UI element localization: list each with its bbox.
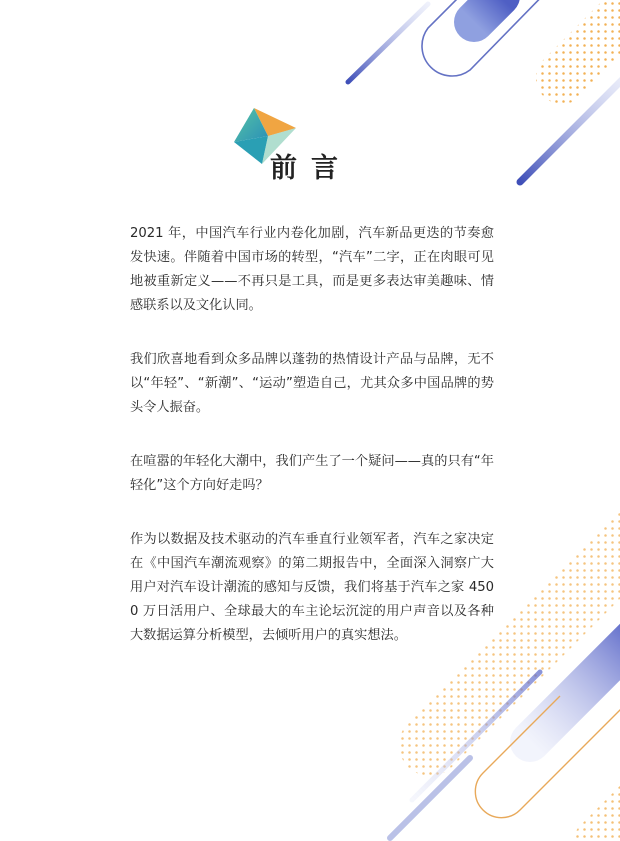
body-text — [130, 222, 494, 678]
paragraph-2: 我们欣喜地看到众多品牌以蓬勃的热情设计产品与品牌，无不以“年轻”、“新潮”、“运动”塑造自己，尤其众多中国品牌的势头令人振奋。 — [130, 352, 494, 415]
deco-dotted-pill — [562, 0, 620, 78]
paragraph-1: 2021 年，中国汽车行业内卷化加剧，汽车新品更迭的节奏愈发快速。伴随着中国市场的转型，“汽车”二字，正在肉眼可见地被重新定义——不再只是工具，而是更多表达审美趣味、情感联系以及文化认同。 — [130, 226, 494, 313]
paragraph-4: 作为以数据及技术驱动的汽车垂直行业领军者，汽车之家决定在《中国汽车潮流观察》的第二期报告中，全面深入洞察广大用户对汽车设计潮流的感知与反馈，我们将基于汽车之家 4500 万日活用户、全球最大的车主论坛沉淀的用户声音以及各种大数据运算分析模型，去倾听用户的真实想法。 — [130, 532, 494, 643]
deco-blue-pill — [474, 0, 500, 22]
page-title: 前言 — [270, 153, 352, 184]
page-heading — [232, 106, 372, 186]
deco-thin-stripe — [348, 4, 428, 82]
deco-dotted-corner — [594, 794, 620, 840]
paragraph-3: 在喧嚣的年轻化大潮中，我们产生了一个疑问——真的只有“年轻化”这个方向好走吗？ — [130, 454, 494, 493]
